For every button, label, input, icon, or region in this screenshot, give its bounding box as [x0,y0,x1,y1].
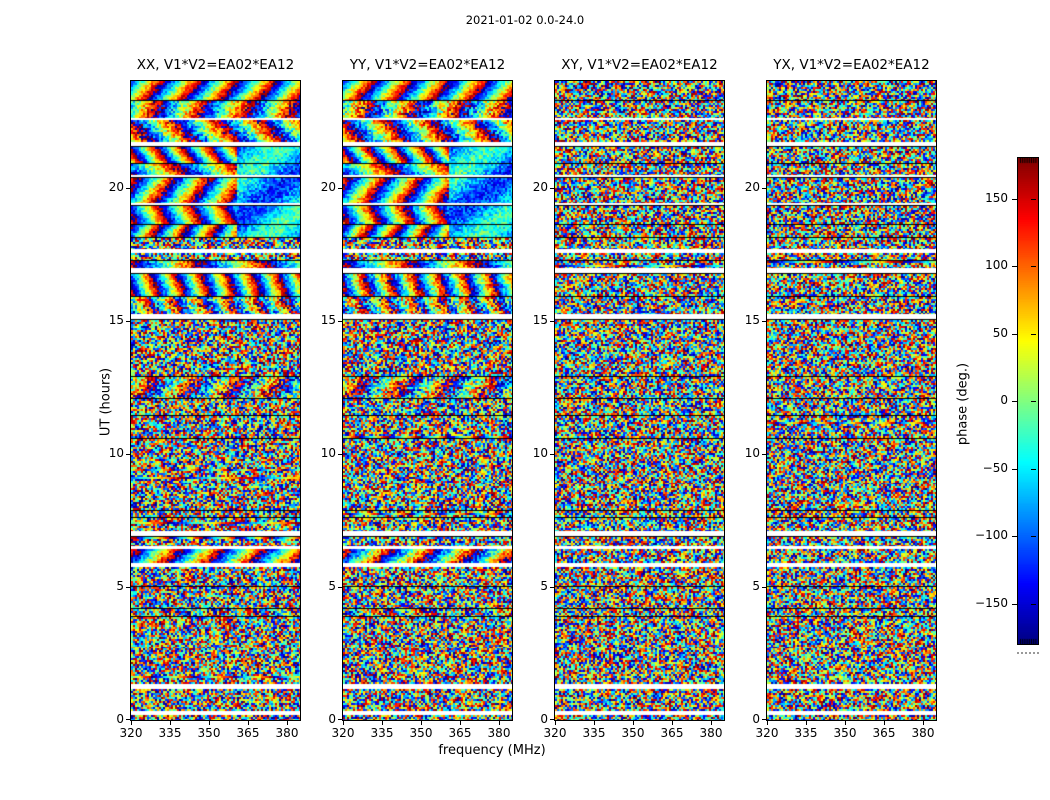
y-tick-label: 15 [320,312,336,327]
figure-title: 2021-01-02 0.0-24.0 [465,13,585,27]
y-tick-label: 15 [108,312,124,327]
colorbar-tick-mark [1012,199,1017,200]
x-tick-label: 365 [448,726,472,740]
colorbar-tick-label: −150 [975,595,1008,610]
x-tick-label: 320 [331,726,355,740]
panel-xy-heatmap [555,81,724,720]
colorbar-tick-label: 0 [1000,393,1008,407]
x-tick-mark [209,721,210,725]
colorbar-tick-label: −50 [982,460,1008,475]
panel-yy-frame [342,80,513,721]
y-tick-label: 10 [108,445,124,460]
y-tick-mark [126,719,130,720]
colorbar-tick-mark [1031,401,1036,402]
colorbar-tick-mark [1012,604,1017,605]
panel-yx-heatmap [767,81,936,720]
y-tick-label: 5 [328,578,336,593]
x-tick-label: 350 [833,726,857,740]
y-tick-label: 5 [752,578,760,593]
x-tick-label: 365 [660,726,684,740]
y-tick-label: 0 [540,712,548,726]
y-tick-mark [126,454,130,455]
x-tick-mark [421,721,422,725]
x-tick-label: 320 [119,726,143,740]
y-tick-mark [762,454,766,455]
y-tick-mark [762,587,766,588]
y-tick-mark [338,188,342,189]
x-tick-label: 335 [582,726,606,740]
y-tick-label: 20 [532,179,548,194]
y-tick-mark [550,188,554,189]
x-tick-mark [845,721,846,725]
y-tick-mark [762,188,766,189]
x-tick-label: 335 [158,726,182,740]
x-tick-label: 350 [621,726,645,740]
x-tick-mark [248,721,249,725]
y-tick-label: 10 [320,445,336,460]
y-tick-label: 10 [744,445,760,460]
x-tick-mark [343,721,344,725]
colorbar-label: phase (deg.) [955,362,971,446]
y-tick-label: 15 [532,312,548,327]
x-tick-label: 365 [236,726,260,740]
colorbar-tick-label: 50 [992,325,1008,340]
panel-xy-title: XY, V1*V2=EA02*EA12 [561,57,718,73]
colorbar-tick-mark [1031,266,1036,267]
y-tick-mark [550,719,554,720]
y-tick-mark [338,321,342,322]
x-tick-label: 380 [487,726,511,740]
x-tick-mark [672,721,673,725]
panel-yy-title: YY, V1*V2=EA02*EA12 [349,57,506,73]
x-tick-mark [767,721,768,725]
y-tick-mark [338,454,342,455]
y-tick-label: 5 [116,578,124,593]
y-tick-mark [762,321,766,322]
panel-yx-title: YX, V1*V2=EA02*EA12 [773,57,930,73]
y-tick-mark [126,321,130,322]
colorbar-tick-mark [1031,536,1036,537]
y-tick-label: 0 [752,712,760,726]
x-tick-mark [633,721,634,725]
y-tick-mark [126,587,130,588]
x-tick-label: 380 [699,726,723,740]
colorbar-tick-mark [1012,469,1017,470]
colorbar-tick-mark [1012,266,1017,267]
colorbar-tick-label: 150 [985,190,1008,205]
panel-yx-frame [766,80,937,721]
x-tick-label: 350 [409,726,433,740]
colorbar-tick-label: 100 [985,258,1008,272]
x-axis-label: frequency (MHz) [438,743,546,758]
y-tick-label: 5 [540,578,548,593]
y-tick-label: 0 [328,712,336,726]
y-tick-mark [338,719,342,720]
x-tick-label: 380 [275,726,299,740]
x-tick-mark [884,721,885,725]
colorbar-tick-mark [1031,199,1036,200]
y-tick-mark [550,454,554,455]
colorbar-underflow-dots [1017,652,1039,654]
colorbar-tick-mark [1012,536,1017,537]
y-tick-label: 0 [116,712,124,726]
x-tick-label: 320 [755,726,779,740]
y-axis-label: UT (hours) [98,367,114,437]
panel-xy-frame [554,80,725,721]
colorbar-tick-mark [1031,334,1036,335]
x-tick-mark [131,721,132,725]
y-tick-label: 10 [532,445,548,460]
y-tick-mark [762,719,766,720]
x-tick-label: 380 [911,726,935,740]
x-tick-mark [555,721,556,725]
y-tick-mark [338,587,342,588]
x-tick-label: 365 [872,726,896,740]
colorbar-tick-mark [1031,469,1036,470]
panel-yy-heatmap [343,81,512,720]
x-tick-mark [382,721,383,725]
x-tick-label: 350 [197,726,221,740]
y-tick-label: 15 [744,312,760,327]
y-tick-mark [126,188,130,189]
colorbar-tick-mark [1012,401,1017,402]
y-tick-label: 20 [320,179,336,194]
panel-xx-frame [130,80,301,721]
panel-xx-title: XX, V1*V2=EA02*EA12 [136,57,295,73]
y-tick-mark [550,587,554,588]
x-tick-mark [594,721,595,725]
panel-xx-heatmap [131,81,300,720]
x-tick-mark [806,721,807,725]
x-tick-mark [170,721,171,725]
y-tick-mark [550,321,554,322]
colorbar-tick-mark [1031,604,1036,605]
y-tick-label: 20 [744,179,760,194]
x-tick-mark [923,721,924,725]
x-tick-label: 335 [370,726,394,740]
y-tick-label: 20 [108,179,124,194]
colorbar-tick-mark [1012,334,1017,335]
colorbar-tick-label: −100 [975,528,1008,542]
x-tick-label: 335 [794,726,818,740]
x-tick-mark [460,721,461,725]
x-tick-label: 320 [543,726,567,740]
